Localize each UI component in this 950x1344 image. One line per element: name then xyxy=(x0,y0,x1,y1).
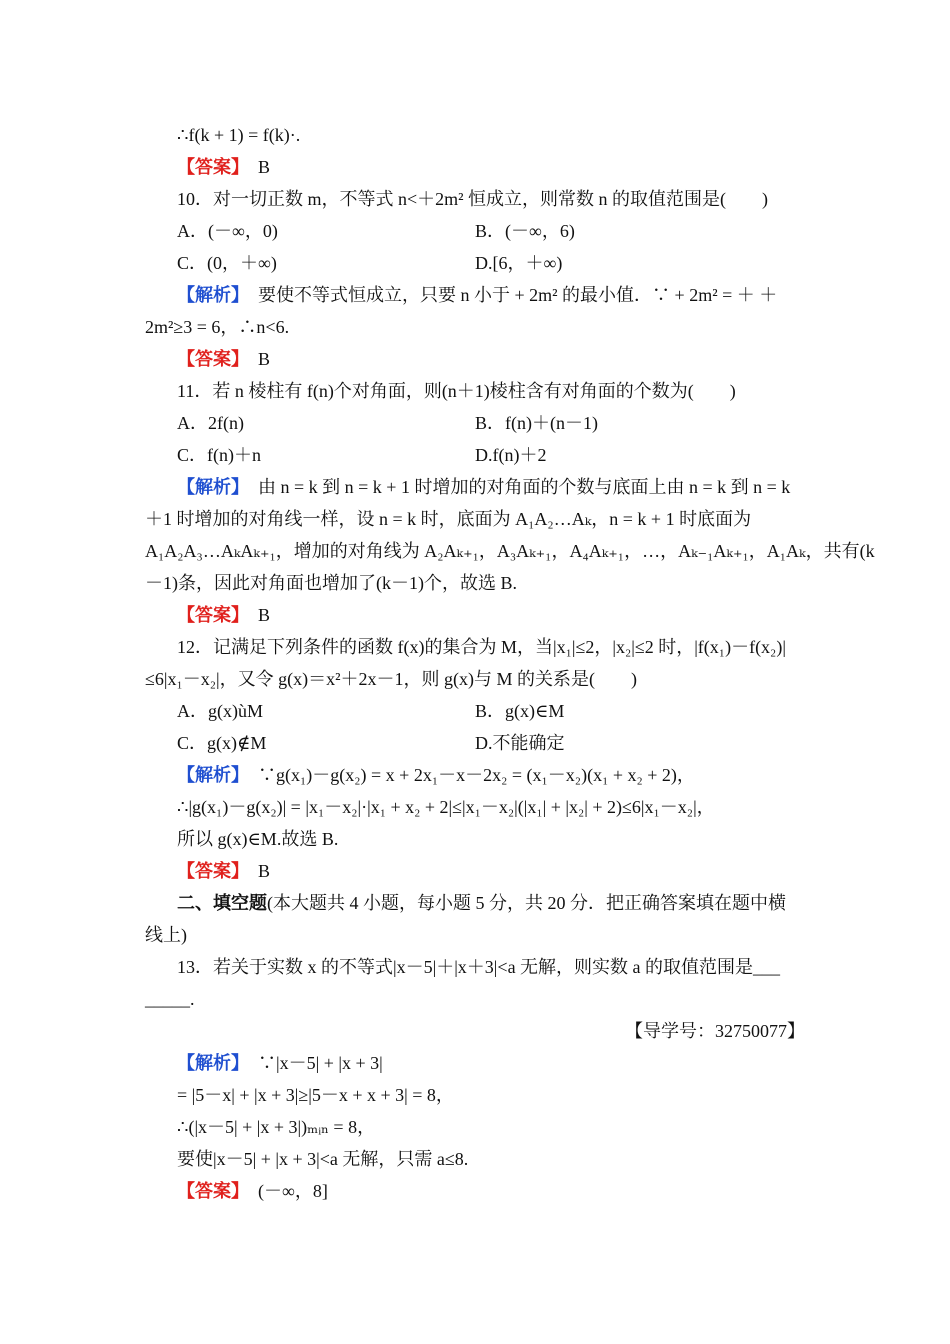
label-red: 【答案】 xyxy=(177,1181,240,1202)
line-text: 所以 g(x)∈M.故选 B. xyxy=(177,829,339,849)
text-line-l36 xyxy=(177,1051,383,1076)
text-line-l09 xyxy=(145,315,289,339)
text-line-l39 xyxy=(177,1147,468,1171)
text-line-l04 xyxy=(177,219,278,243)
label-red: 【答案】 xyxy=(177,349,240,370)
text-line-l16 xyxy=(177,475,790,500)
label-red: 【答案】 xyxy=(177,157,240,178)
text-line-l32 xyxy=(145,923,187,947)
text-line-l35 xyxy=(625,1019,805,1043)
label-red: 【答案】 xyxy=(177,605,240,626)
text-line-l28 xyxy=(177,795,715,819)
label-red: 【答案】 xyxy=(177,861,240,882)
text-line-l08 xyxy=(177,283,777,308)
text-line-l18 xyxy=(145,539,875,563)
line-text: = |5－x| + |x + 3|≥|5－x + x + 3| = 8， xyxy=(177,1085,454,1105)
line-text: A₁A₂A₃…AₖAₖ₊₁，增加的对角线为 A₂Aₖ₊₁，A₃Aₖ₊₁，A₄Aₖ₊₁，…，Aₖ₋₁Aₖ₊₁，A₁Aₖ，共有(k xyxy=(145,541,875,561)
text-line-l34 xyxy=(145,987,195,1011)
line-text: C．(0，＋∞) xyxy=(177,253,277,273)
text-line-l23 xyxy=(177,699,263,723)
line-text: 12．记满足下列条件的函数 f(x)的集合为 M，当|x₁|≤2，|x₂|≤2 时，|f(x₁)－f(x₂)| xyxy=(177,637,786,657)
line-text: B xyxy=(240,605,271,625)
text-line-l21 xyxy=(177,635,786,659)
text-line-l30 xyxy=(177,859,270,884)
line-text: B．f(n)＋(n－1) xyxy=(475,413,598,433)
text-line-l03 xyxy=(177,187,768,211)
line-text: ∵g(x₁)－g(x₂) = x + 2x₁－x－2x₂ = (x₁－x₂)(x₁ + x₂ + 2)， xyxy=(240,765,695,785)
line-text: D.f(n)＋2 xyxy=(475,445,547,465)
text-line-l20 xyxy=(177,603,270,628)
line-text: 要使不等式恒成立，只要 n 小于 + 2m² 的最小值．∵ + 2m² = ＋ ＋ xyxy=(240,285,778,305)
text-line-l05 xyxy=(475,219,575,243)
line-text: 【导学号：32750077】 xyxy=(625,1021,805,1041)
text-line-l31 xyxy=(177,891,786,916)
text-line-l17 xyxy=(145,507,751,531)
text-line-l10 xyxy=(177,347,270,372)
line-text: 由 n = k 到 n = k + 1 时增加的对角面的个数与底面上由 n = k 到 n = k xyxy=(240,477,791,497)
text-line-l26 xyxy=(475,731,565,755)
text-line-l06 xyxy=(177,251,277,275)
text-line-l29 xyxy=(177,827,338,851)
text-line-l22 xyxy=(145,667,637,691)
line-text: ∴|g(x₁)－g(x₂)| = |x₁－x₂|·|x₁ + x₂ + 2|≤|x₁－x₂|(|x₁| + |x₂| + 2)≤6|x₁－x₂|， xyxy=(177,797,715,817)
line-text: B xyxy=(240,861,271,881)
label-blue: 【解析】 xyxy=(177,1053,240,1074)
line-text: ∵|x－5| + |x + 3| xyxy=(240,1053,383,1073)
line-text: A．2f(n) xyxy=(177,413,244,433)
line-text: ∴f(k + 1) = f(k)·. xyxy=(177,125,301,145)
line-text: A．(－∞，0) xyxy=(177,221,278,241)
line-text: (本大题共 4 小题，每小题 5 分，共 20 分．把正确答案填在题中横 xyxy=(267,893,786,913)
text-line-l37 xyxy=(177,1083,454,1107)
line-text: ≤6|x₁－x₂|，又令 g(x)＝x²＋2x－1，则 g(x)与 M 的关系是( ) xyxy=(145,669,638,689)
label-blue: 【解析】 xyxy=(177,285,240,306)
label-blue: 【解析】 xyxy=(177,765,240,786)
label-blue: 【解析】 xyxy=(177,477,240,498)
line-text: A．g(x)ùM xyxy=(177,701,263,721)
text-line-l25 xyxy=(177,731,266,755)
line-text: 11．若 n 棱柱有 f(n)个对角面，则(n＋1)棱柱含有对角面的个数为( ) xyxy=(177,381,736,401)
line-text: C．g(x)∉M xyxy=(177,733,267,753)
line-text: 线上) xyxy=(145,925,187,945)
line-text: B xyxy=(240,157,271,177)
line-text: (－∞，8] xyxy=(240,1181,328,1201)
text-line-l13 xyxy=(475,411,598,435)
text-line-l02 xyxy=(177,155,270,180)
line-text: ＋1 时增加的对角线一样，设 n = k 时，底面为 A₁A₂…Aₖ，n = k + 1 时底面为 xyxy=(145,509,752,529)
line-text: B．g(x)∈M xyxy=(475,701,565,721)
text-line-l33 xyxy=(177,955,780,979)
text-line-l14 xyxy=(177,443,261,467)
line-text: 要使|x－5| + |x + 3|<a 无解，只需 a≤8. xyxy=(177,1149,469,1169)
line-text: 2m²≥3 = 6，∴n<6. xyxy=(145,317,290,337)
line-text: B xyxy=(240,349,271,369)
line-text: －1)条，因此对角面也增加了(k－1)个，故选 B. xyxy=(145,573,517,593)
text-line-l38 xyxy=(177,1115,375,1139)
line-text: D.不能确定 xyxy=(475,733,565,753)
text-line-l24 xyxy=(475,699,564,723)
line-text: 13．若关于实数 x 的不等式|x－5|＋|x＋3|<a 无解，则实数 a 的取值范围是___ xyxy=(177,957,781,977)
text-line-l07 xyxy=(475,251,562,275)
text-line-l19 xyxy=(145,571,517,595)
text-line-l40 xyxy=(177,1179,328,1204)
label-bold: 二、填空题 xyxy=(177,893,267,914)
line-text: B．(－∞，6) xyxy=(475,221,575,241)
text-line-l15 xyxy=(475,443,546,467)
line-text: 10．对一切正数 m，不等式 n<＋2m² 恒成立，则常数 n 的取值范围是( ) xyxy=(177,189,769,209)
text-line-l27 xyxy=(177,763,695,788)
text-line-l01 xyxy=(177,123,300,147)
line-text: _____. xyxy=(145,989,195,1009)
text-line-l11 xyxy=(177,379,736,403)
line-text: C．f(n)＋n xyxy=(177,445,261,465)
line-text: ∴(|x－5| + |x + 3|)ₘᵢₙ = 8， xyxy=(177,1117,376,1137)
text-line-l12 xyxy=(177,411,244,435)
line-text: D.[6，＋∞) xyxy=(475,253,563,273)
